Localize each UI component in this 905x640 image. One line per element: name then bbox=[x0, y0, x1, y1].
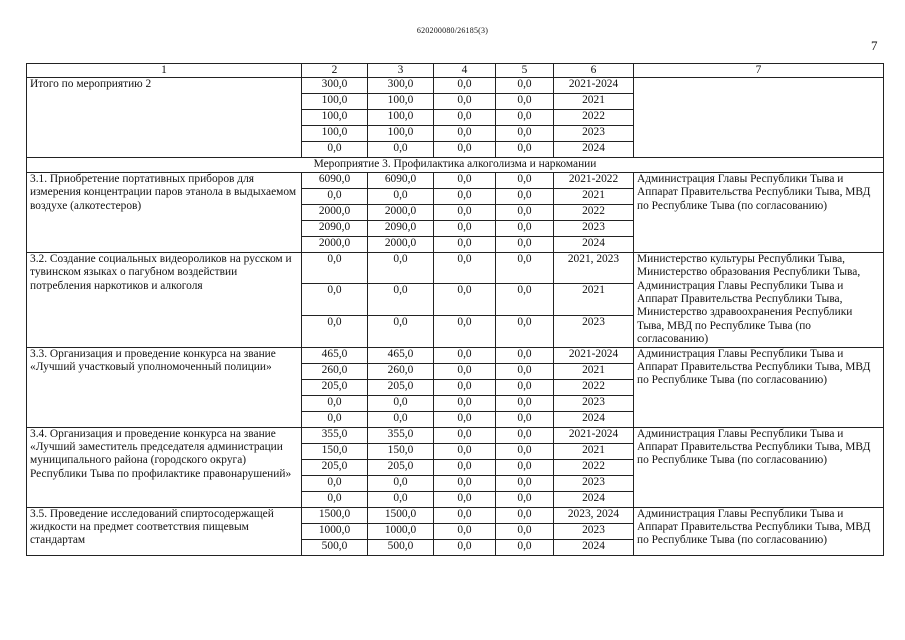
period-cell: 2021 bbox=[554, 443, 634, 459]
amount-cell: 0,0 bbox=[496, 78, 554, 94]
amount-cell: 500,0 bbox=[368, 539, 434, 555]
amount-cell: 1000,0 bbox=[302, 523, 368, 539]
period-cell: 2023 bbox=[554, 316, 634, 348]
amount-cell: 0,0 bbox=[434, 110, 496, 126]
amount-cell: 0,0 bbox=[496, 539, 554, 555]
period-cell: 2021 bbox=[554, 284, 634, 316]
period-cell: 2023, 2024 bbox=[554, 507, 634, 523]
table-row bbox=[27, 252, 884, 284]
header-cell-5: 5 bbox=[496, 64, 554, 78]
amount-cell: 0,0 bbox=[368, 491, 434, 507]
amount-cell: 100,0 bbox=[368, 94, 434, 110]
amount-cell: 0,0 bbox=[496, 427, 554, 443]
amount-cell: 0,0 bbox=[496, 395, 554, 411]
amount-cell: 260,0 bbox=[368, 363, 434, 379]
amount-cell: 0,0 bbox=[434, 316, 496, 348]
amount-cell: 205,0 bbox=[368, 379, 434, 395]
amount-cell: 0,0 bbox=[434, 347, 496, 363]
amount-cell: 205,0 bbox=[302, 379, 368, 395]
section-title: Мероприятие 3. Профилактика алкоголизма и наркомании bbox=[27, 158, 884, 172]
responsible-executors: Министерство культуры Республики Тыва, Министерство образования Республики Тыва, Администрация Главы Республики Тыва и Аппарат Правительства Республики Тыва, Министерство здравоохранения Республики Тыва, МВД по Республике Тыва (по согласованию) bbox=[634, 252, 884, 347]
period-cell: 2024 bbox=[554, 491, 634, 507]
amount-cell: 0,0 bbox=[496, 523, 554, 539]
table-row bbox=[27, 507, 884, 523]
amount-cell: 150,0 bbox=[302, 443, 368, 459]
amount-cell: 100,0 bbox=[302, 94, 368, 110]
amount-cell: 0,0 bbox=[496, 94, 554, 110]
document-header-code: 620200080/26185(3) bbox=[416, 26, 489, 35]
amount-cell: 355,0 bbox=[302, 427, 368, 443]
amount-cell: 0,0 bbox=[496, 316, 554, 348]
measure-name: 3.5. Проведение исследований спиртосодержащей жидкости на предмет соответствия пищевым стандартам bbox=[27, 507, 302, 555]
amount-cell: 0,0 bbox=[434, 78, 496, 94]
amount-cell: 2000,0 bbox=[368, 204, 434, 220]
amount-cell: 0,0 bbox=[302, 475, 368, 491]
amount-cell: 0,0 bbox=[496, 475, 554, 491]
amount-cell: 2000,0 bbox=[302, 204, 368, 220]
amount-cell: 0,0 bbox=[496, 188, 554, 204]
period-cell: 2024 bbox=[554, 539, 634, 555]
period-cell: 2023 bbox=[554, 395, 634, 411]
amount-cell: 0,0 bbox=[434, 220, 496, 236]
amount-cell: 100,0 bbox=[302, 110, 368, 126]
period-cell: 2024 bbox=[554, 236, 634, 252]
amount-cell: 2090,0 bbox=[302, 220, 368, 236]
section-row bbox=[27, 158, 884, 172]
period-cell: 2021-2024 bbox=[554, 427, 634, 443]
amount-cell: 0,0 bbox=[302, 142, 368, 158]
responsible-executors: Администрация Главы Республики Тыва и Аппарат Правительства Республики Тыва, МВД по Республике Тыва (по согласованию) bbox=[634, 347, 884, 427]
amount-cell: 355,0 bbox=[368, 427, 434, 443]
amount-cell: 0,0 bbox=[434, 395, 496, 411]
measure-name: 3.4. Организация и проведение конкурса на звание «Лучший заместитель председателя администрации муниципального района (городского округа) Республики Тыва по профилактике правонарушений» bbox=[27, 427, 302, 507]
amount-cell: 0,0 bbox=[434, 204, 496, 220]
measure-name: 3.3. Организация и проведение конкурса на звание «Лучший участковый уполномоченный полиции» bbox=[27, 347, 302, 427]
amount-cell: 0,0 bbox=[434, 172, 496, 188]
amount-cell: 0,0 bbox=[496, 459, 554, 475]
amount-cell: 100,0 bbox=[302, 126, 368, 142]
amount-cell: 0,0 bbox=[496, 363, 554, 379]
amount-cell: 0,0 bbox=[496, 284, 554, 316]
period-cell: 2021-2024 bbox=[554, 347, 634, 363]
period-cell: 2022 bbox=[554, 110, 634, 126]
period-cell: 2022 bbox=[554, 379, 634, 395]
amount-cell: 0,0 bbox=[496, 220, 554, 236]
period-cell: 2021-2024 bbox=[554, 78, 634, 94]
amount-cell: 0,0 bbox=[302, 252, 368, 284]
amount-cell: 0,0 bbox=[496, 379, 554, 395]
amount-cell: 0,0 bbox=[368, 252, 434, 284]
period-cell: 2023 bbox=[554, 523, 634, 539]
period-cell: 2022 bbox=[554, 459, 634, 475]
amount-cell: 0,0 bbox=[302, 491, 368, 507]
amount-cell: 0,0 bbox=[496, 347, 554, 363]
amount-cell: 100,0 bbox=[368, 126, 434, 142]
amount-cell: 6090,0 bbox=[302, 172, 368, 188]
period-cell: 2023 bbox=[554, 220, 634, 236]
period-cell: 2023 bbox=[554, 475, 634, 491]
amount-cell: 0,0 bbox=[496, 507, 554, 523]
period-cell: 2022 bbox=[554, 204, 634, 220]
responsible-executors: Администрация Главы Республики Тыва и Аппарат Правительства Республики Тыва, МВД по Республике Тыва (по согласованию) bbox=[634, 507, 884, 555]
amount-cell: 1000,0 bbox=[368, 523, 434, 539]
amount-cell: 0,0 bbox=[434, 427, 496, 443]
amount-cell: 0,0 bbox=[434, 188, 496, 204]
amount-cell: 0,0 bbox=[368, 475, 434, 491]
amount-cell: 0,0 bbox=[434, 539, 496, 555]
amount-cell: 0,0 bbox=[368, 411, 434, 427]
amount-cell: 0,0 bbox=[434, 411, 496, 427]
amount-cell: 0,0 bbox=[434, 236, 496, 252]
header-cell-1: 1 bbox=[27, 64, 302, 78]
amount-cell: 0,0 bbox=[496, 252, 554, 284]
program-table bbox=[26, 63, 884, 556]
header-cell-2: 2 bbox=[302, 64, 368, 78]
amount-cell: 0,0 bbox=[496, 204, 554, 220]
amount-cell: 0,0 bbox=[302, 411, 368, 427]
amount-cell: 0,0 bbox=[434, 363, 496, 379]
amount-cell: 300,0 bbox=[368, 78, 434, 94]
amount-cell: 0,0 bbox=[434, 491, 496, 507]
period-cell: 2024 bbox=[554, 142, 634, 158]
amount-cell: 260,0 bbox=[302, 363, 368, 379]
header-cell-4: 4 bbox=[434, 64, 496, 78]
amount-cell: 0,0 bbox=[434, 443, 496, 459]
header-cell-7: 7 bbox=[634, 64, 884, 78]
amount-cell: 300,0 bbox=[302, 78, 368, 94]
amount-cell: 0,0 bbox=[368, 395, 434, 411]
amount-cell: 150,0 bbox=[368, 443, 434, 459]
amount-cell: 0,0 bbox=[496, 172, 554, 188]
amount-cell: 0,0 bbox=[496, 491, 554, 507]
page-number: 7 bbox=[871, 38, 878, 53]
period-cell: 2021 bbox=[554, 188, 634, 204]
amount-cell: 0,0 bbox=[302, 188, 368, 204]
amount-cell: 0,0 bbox=[434, 507, 496, 523]
amount-cell: 100,0 bbox=[368, 110, 434, 126]
header-cell-3: 3 bbox=[368, 64, 434, 78]
amount-cell: 0,0 bbox=[434, 126, 496, 142]
amount-cell: 205,0 bbox=[302, 459, 368, 475]
period-cell: 2021-2022 bbox=[554, 172, 634, 188]
amount-cell: 0,0 bbox=[496, 443, 554, 459]
amount-cell: 0,0 bbox=[434, 523, 496, 539]
period-cell: 2023 bbox=[554, 126, 634, 142]
amount-cell: 0,0 bbox=[434, 142, 496, 158]
period-cell: 2021, 2023 bbox=[554, 252, 634, 284]
amount-cell: 0,0 bbox=[496, 126, 554, 142]
amount-cell: 500,0 bbox=[302, 539, 368, 555]
table-row bbox=[27, 172, 884, 188]
period-cell: 2024 bbox=[554, 411, 634, 427]
amount-cell: 0,0 bbox=[302, 395, 368, 411]
amount-cell: 0,0 bbox=[496, 110, 554, 126]
responsible-executors bbox=[634, 78, 884, 158]
amount-cell: 2000,0 bbox=[368, 236, 434, 252]
amount-cell: 0,0 bbox=[496, 236, 554, 252]
period-cell: 2021 bbox=[554, 94, 634, 110]
amount-cell: 0,0 bbox=[434, 284, 496, 316]
amount-cell: 0,0 bbox=[496, 142, 554, 158]
table-header-row bbox=[27, 64, 884, 78]
amount-cell: 0,0 bbox=[434, 379, 496, 395]
header-cell-6: 6 bbox=[554, 64, 634, 78]
table-row bbox=[27, 347, 884, 363]
amount-cell: 1500,0 bbox=[302, 507, 368, 523]
measure-name: 3.2. Создание социальных видеороликов на русском и тувинском языках о пагубном воздействии потребления наркотиков и алкоголя bbox=[27, 252, 302, 347]
responsible-executors: Администрация Главы Республики Тыва и Аппарат Правительства Республики Тыва, МВД по Республике Тыва (по согласованию) bbox=[634, 172, 884, 252]
amount-cell: 0,0 bbox=[434, 459, 496, 475]
amount-cell: 0,0 bbox=[368, 188, 434, 204]
amount-cell: 0,0 bbox=[434, 475, 496, 491]
table-row bbox=[27, 78, 884, 94]
amount-cell: 2090,0 bbox=[368, 220, 434, 236]
amount-cell: 0,0 bbox=[368, 316, 434, 348]
table-row bbox=[27, 427, 884, 443]
amount-cell: 465,0 bbox=[302, 347, 368, 363]
amount-cell: 0,0 bbox=[496, 411, 554, 427]
amount-cell: 0,0 bbox=[302, 316, 368, 348]
amount-cell: 0,0 bbox=[434, 252, 496, 284]
amount-cell: 2000,0 bbox=[302, 236, 368, 252]
amount-cell: 0,0 bbox=[434, 94, 496, 110]
amount-cell: 205,0 bbox=[368, 459, 434, 475]
table-body bbox=[27, 64, 884, 556]
amount-cell: 0,0 bbox=[368, 142, 434, 158]
period-cell: 2021 bbox=[554, 363, 634, 379]
measure-name: Итого по мероприятию 2 bbox=[27, 78, 302, 158]
amount-cell: 465,0 bbox=[368, 347, 434, 363]
measure-name: 3.1. Приобретение портативных приборов для измерения концентрации паров этанола в выдыхаемом воздухе (алкотестеров) bbox=[27, 172, 302, 252]
amount-cell: 0,0 bbox=[302, 284, 368, 316]
amount-cell: 1500,0 bbox=[368, 507, 434, 523]
amount-cell: 6090,0 bbox=[368, 172, 434, 188]
responsible-executors: Администрация Главы Республики Тыва и Аппарат Правительства Республики Тыва, МВД по Республике Тыва (по согласованию) bbox=[634, 427, 884, 507]
amount-cell: 0,0 bbox=[368, 284, 434, 316]
